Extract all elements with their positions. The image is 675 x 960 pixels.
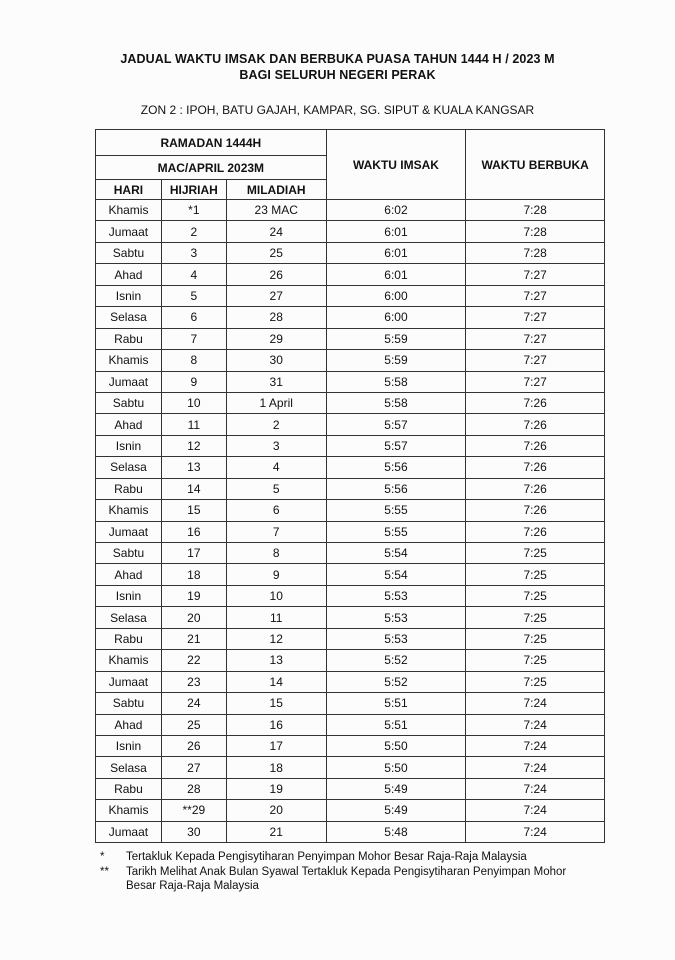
hijriah-cell: 19 <box>161 585 226 606</box>
day-cell: Sabtu <box>96 392 162 413</box>
miladiah-cell: 19 <box>226 778 326 799</box>
day-cell: Jumaat <box>96 371 162 392</box>
miladiah-cell: 30 <box>226 350 326 371</box>
header-waktu-imsak: WAKTU IMSAK <box>326 130 466 200</box>
table-row <box>96 543 605 564</box>
miladiah-cell: 5 <box>226 478 326 499</box>
imsak-time-cell: 5:49 <box>326 778 466 799</box>
imsak-time-cell: 5:59 <box>326 328 466 349</box>
berbuka-time-cell: 7:26 <box>466 478 605 499</box>
day-cell: Sabtu <box>96 543 162 564</box>
miladiah-cell: 14 <box>226 671 326 692</box>
hijriah-cell: *1 <box>161 200 226 221</box>
miladiah-cell: 29 <box>226 328 326 349</box>
imsak-time-cell: 5:56 <box>326 478 466 499</box>
footnote <box>100 850 580 864</box>
table-row <box>96 821 605 842</box>
berbuka-time-cell: 7:26 <box>466 435 605 456</box>
imsak-time-cell: 5:58 <box>326 392 466 413</box>
imsak-time-cell: 5:51 <box>326 714 466 735</box>
berbuka-time-cell: 7:27 <box>466 328 605 349</box>
hijriah-cell: 5 <box>161 285 226 306</box>
hijriah-cell: 24 <box>161 693 226 714</box>
miladiah-cell: 8 <box>226 543 326 564</box>
berbuka-time-cell: 7:24 <box>466 757 605 778</box>
day-cell: Selasa <box>96 757 162 778</box>
table-row <box>96 392 605 413</box>
document-title: JADUAL WAKTU IMSAK DAN BERBUKA PUASA TAHUN 1444 H / 2023 M <box>120 52 555 66</box>
table-row <box>96 371 605 392</box>
imsak-time-cell: 5:57 <box>326 414 466 435</box>
miladiah-cell: 20 <box>226 800 326 821</box>
miladiah-cell: 6 <box>226 500 326 521</box>
table-row <box>96 478 605 499</box>
berbuka-time-cell: 7:28 <box>466 221 605 242</box>
day-cell: Ahad <box>96 264 162 285</box>
berbuka-time-cell: 7:24 <box>466 821 605 842</box>
berbuka-time-cell: 7:26 <box>466 500 605 521</box>
hijriah-cell: 18 <box>161 564 226 585</box>
hijriah-cell: 12 <box>161 435 226 456</box>
hijriah-cell: 28 <box>161 778 226 799</box>
column-header-hijriah: HIJRIAH <box>161 180 226 200</box>
table-row <box>96 714 605 735</box>
miladiah-cell: 18 <box>226 757 326 778</box>
berbuka-time-cell: 7:26 <box>466 414 605 435</box>
berbuka-time-cell: 7:27 <box>466 371 605 392</box>
imsak-time-cell: 5:50 <box>326 757 466 778</box>
day-cell: Jumaat <box>96 821 162 842</box>
hijriah-cell: 15 <box>161 500 226 521</box>
hijriah-cell: 20 <box>161 607 226 628</box>
berbuka-time-cell: 7:27 <box>466 285 605 306</box>
day-cell: Khamis <box>96 350 162 371</box>
imsak-time-cell: 5:53 <box>326 628 466 649</box>
footnote-text: Tertakluk Kepada Pengisytiharan Penyimpan Mohor Besar Raja-Raja Malaysia <box>126 851 527 863</box>
day-cell: Ahad <box>96 714 162 735</box>
miladiah-cell: 4 <box>226 457 326 478</box>
footnote <box>100 865 580 893</box>
hijriah-cell: 16 <box>161 521 226 542</box>
table-row <box>96 264 605 285</box>
day-cell: Sabtu <box>96 242 162 263</box>
imsak-time-cell: 5:59 <box>326 350 466 371</box>
hijriah-cell: 8 <box>161 350 226 371</box>
schedule-table <box>95 129 605 843</box>
hijriah-cell: 9 <box>161 371 226 392</box>
berbuka-time-cell: 7:24 <box>466 800 605 821</box>
footnote-mark: ** <box>100 866 109 878</box>
day-cell: Selasa <box>96 607 162 628</box>
day-cell: Khamis <box>96 800 162 821</box>
imsak-time-cell: 5:52 <box>326 671 466 692</box>
table-row <box>96 242 605 263</box>
imsak-time-cell: 5:53 <box>326 585 466 606</box>
miladiah-cell: 24 <box>226 221 326 242</box>
day-cell: Sabtu <box>96 693 162 714</box>
imsak-time-cell: 6:01 <box>326 221 466 242</box>
miladiah-cell: 26 <box>226 264 326 285</box>
miladiah-cell: 1 April <box>226 392 326 413</box>
hijriah-cell: 23 <box>161 671 226 692</box>
imsak-time-cell: 5:57 <box>326 435 466 456</box>
day-cell: Rabu <box>96 478 162 499</box>
table-row <box>96 457 605 478</box>
day-cell: Isnin <box>96 435 162 456</box>
hijriah-cell: 13 <box>161 457 226 478</box>
day-cell: Isnin <box>96 735 162 756</box>
header-waktu-berbuka: WAKTU BERBUKA <box>466 130 605 200</box>
imsak-time-cell: 5:55 <box>326 521 466 542</box>
hijriah-cell: 14 <box>161 478 226 499</box>
imsak-time-cell: 5:55 <box>326 500 466 521</box>
imsak-time-cell: 5:56 <box>326 457 466 478</box>
miladiah-cell: 27 <box>226 285 326 306</box>
miladiah-cell: 25 <box>226 242 326 263</box>
berbuka-time-cell: 7:25 <box>466 671 605 692</box>
hijriah-cell: 2 <box>161 221 226 242</box>
table-row <box>96 671 605 692</box>
day-cell: Isnin <box>96 285 162 306</box>
miladiah-cell: 28 <box>226 307 326 328</box>
table-row <box>96 350 605 371</box>
miladiah-cell: 13 <box>226 650 326 671</box>
berbuka-time-cell: 7:25 <box>466 564 605 585</box>
berbuka-time-cell: 7:27 <box>466 264 605 285</box>
table-row <box>96 628 605 649</box>
imsak-time-cell: 5:53 <box>326 607 466 628</box>
table-row <box>96 435 605 456</box>
berbuka-time-cell: 7:24 <box>466 778 605 799</box>
hijriah-cell: 4 <box>161 264 226 285</box>
berbuka-time-cell: 7:25 <box>466 543 605 564</box>
day-cell: Rabu <box>96 778 162 799</box>
imsak-time-cell: 5:58 <box>326 371 466 392</box>
table-row <box>96 285 605 306</box>
header-month: MAC/APRIL 2023M <box>96 156 327 180</box>
day-cell: Jumaat <box>96 521 162 542</box>
day-cell: Rabu <box>96 328 162 349</box>
berbuka-time-cell: 7:25 <box>466 628 605 649</box>
day-cell: Khamis <box>96 500 162 521</box>
imsak-time-cell: 6:01 <box>326 242 466 263</box>
imsak-time-cell: 5:54 <box>326 564 466 585</box>
hijriah-cell: 27 <box>161 757 226 778</box>
hijriah-cell: 17 <box>161 543 226 564</box>
table-row <box>96 778 605 799</box>
miladiah-cell: 12 <box>226 628 326 649</box>
hijriah-cell: 11 <box>161 414 226 435</box>
imsak-time-cell: 5:50 <box>326 735 466 756</box>
miladiah-cell: 7 <box>226 521 326 542</box>
day-cell: Selasa <box>96 307 162 328</box>
miladiah-cell: 10 <box>226 585 326 606</box>
imsak-time-cell: 6:00 <box>326 307 466 328</box>
table-row <box>96 200 605 221</box>
day-cell: Khamis <box>96 200 162 221</box>
berbuka-time-cell: 7:28 <box>466 242 605 263</box>
miladiah-cell: 15 <box>226 693 326 714</box>
document-subtitle: BAGI SELURUH NEGERI PERAK <box>239 68 436 82</box>
imsak-time-cell: 5:54 <box>326 543 466 564</box>
miladiah-cell: 16 <box>226 714 326 735</box>
table-row <box>96 307 605 328</box>
berbuka-time-cell: 7:24 <box>466 714 605 735</box>
schedule-body <box>96 200 605 843</box>
footnotes <box>100 850 580 894</box>
berbuka-time-cell: 7:24 <box>466 735 605 756</box>
berbuka-time-cell: 7:27 <box>466 350 605 371</box>
column-header-miladiah: MILADIAH <box>226 180 326 200</box>
imsak-time-cell: 5:52 <box>326 650 466 671</box>
berbuka-time-cell: 7:28 <box>466 200 605 221</box>
day-cell: Khamis <box>96 650 162 671</box>
miladiah-cell: 9 <box>226 564 326 585</box>
hijriah-cell: 30 <box>161 821 226 842</box>
berbuka-time-cell: 7:25 <box>466 585 605 606</box>
zone-label: ZON 2 : IPOH, BATU GAJAH, KAMPAR, SG. SIPUT & KUALA KANGSAR <box>140 103 535 117</box>
berbuka-time-cell: 7:26 <box>466 521 605 542</box>
table-row <box>96 328 605 349</box>
footnote-text: Tarikh Melihat Anak Bulan Syawal Tertakluk Kepada Pengisytiharan Penyimpan Mohor Besar Raja-Raja Malaysia <box>126 866 567 892</box>
miladiah-cell: 2 <box>226 414 326 435</box>
miladiah-cell: 11 <box>226 607 326 628</box>
berbuka-time-cell: 7:26 <box>466 457 605 478</box>
table-row <box>96 585 605 606</box>
day-cell: Selasa <box>96 457 162 478</box>
hijriah-cell: 3 <box>161 242 226 263</box>
hijriah-cell: 7 <box>161 328 226 349</box>
table-row <box>96 735 605 756</box>
table-row <box>96 521 605 542</box>
hijriah-cell: 22 <box>161 650 226 671</box>
table-row <box>96 693 605 714</box>
day-cell: Ahad <box>96 414 162 435</box>
hijriah-cell: 26 <box>161 735 226 756</box>
day-cell: Jumaat <box>96 221 162 242</box>
berbuka-time-cell: 7:27 <box>466 307 605 328</box>
header-ramadan: RAMADAN 1444H <box>96 130 327 156</box>
berbuka-time-cell: 7:24 <box>466 693 605 714</box>
berbuka-time-cell: 7:25 <box>466 650 605 671</box>
hijriah-cell: 25 <box>161 714 226 735</box>
hijriah-cell: 21 <box>161 628 226 649</box>
table-row <box>96 414 605 435</box>
imsak-time-cell: 5:51 <box>326 693 466 714</box>
hijriah-cell: 6 <box>161 307 226 328</box>
day-cell: Rabu <box>96 628 162 649</box>
table-row <box>96 757 605 778</box>
imsak-time-cell: 6:00 <box>326 285 466 306</box>
hijriah-cell: **29 <box>161 800 226 821</box>
day-cell: Ahad <box>96 564 162 585</box>
day-cell: Jumaat <box>96 671 162 692</box>
table-row <box>96 500 605 521</box>
imsak-time-cell: 6:02 <box>326 200 466 221</box>
miladiah-cell: 17 <box>226 735 326 756</box>
day-cell: Isnin <box>96 585 162 606</box>
miladiah-cell: 3 <box>226 435 326 456</box>
miladiah-cell: 31 <box>226 371 326 392</box>
table-row <box>96 564 605 585</box>
miladiah-cell: 23 MAC <box>226 200 326 221</box>
berbuka-time-cell: 7:26 <box>466 392 605 413</box>
footnote-mark: * <box>100 851 105 863</box>
table-row <box>96 221 605 242</box>
imsak-time-cell: 5:48 <box>326 821 466 842</box>
table-row <box>96 650 605 671</box>
table-row <box>96 800 605 821</box>
berbuka-time-cell: 7:25 <box>466 607 605 628</box>
column-header-hari: HARI <box>96 180 162 200</box>
imsak-time-cell: 5:49 <box>326 800 466 821</box>
table-row <box>96 607 605 628</box>
hijriah-cell: 10 <box>161 392 226 413</box>
imsak-time-cell: 6:01 <box>326 264 466 285</box>
miladiah-cell: 21 <box>226 821 326 842</box>
